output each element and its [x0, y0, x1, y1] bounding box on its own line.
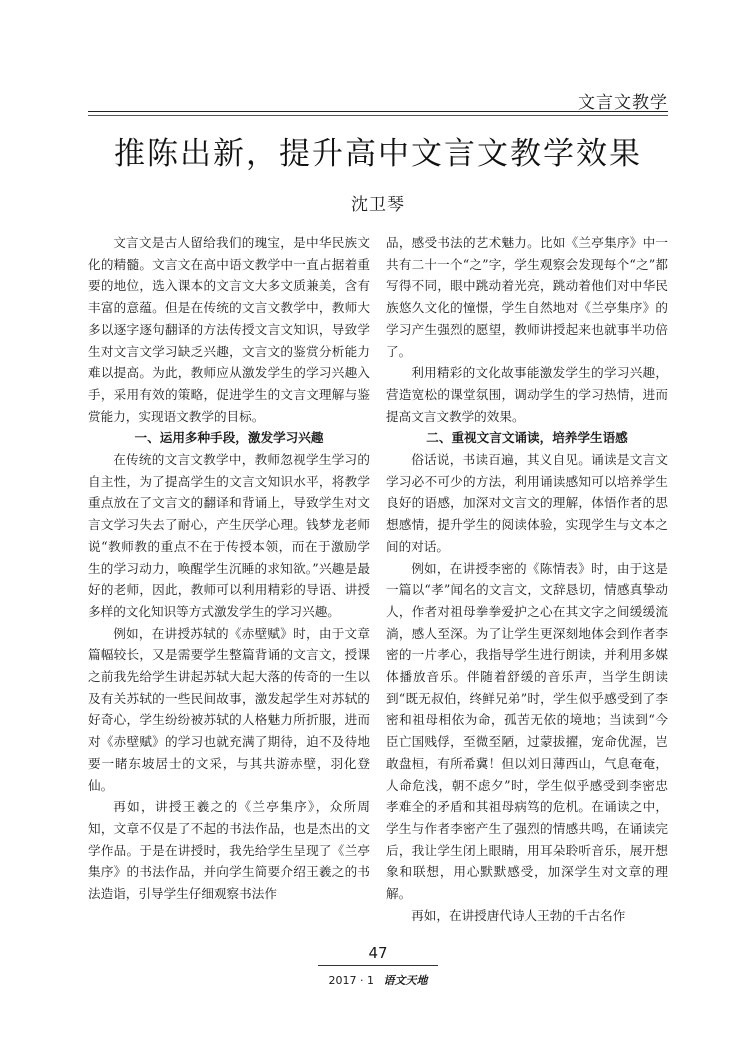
left-column — [88, 232, 370, 922]
footer-rule — [318, 965, 438, 966]
article-title: 推陈出新，提升高中文言文教学效果 — [114, 136, 642, 172]
article-author: 沈卫琴 — [351, 195, 405, 215]
header-rule — [88, 111, 668, 112]
paragraph: 品，感受书法的艺术魅力。比如《兰亭集序》中一共有二十一个“之”字，学生观察会发现每个“之”都写得不同，眼中跳动着光亮，跳动着他们对中华民族悠久文化的憧憬，学生自然地对《兰亭集序》的学习产生强烈的愿望，教师讲授起来也就事半功倍了。 — [386, 235, 668, 359]
paragraph: 在传统的文言文教学中，教师忽视学生学习的自主性，为了提高学生的文言文知识水平，将教学重点放在了文言文的翻译和背诵上，导致学生对文言文学习失去了耐心，产生厌学心理。钱梦龙老师说“教师教的重点不在于传授本领，而在于激励学生的学习动力，唤醒学生沉睡的求知欲。”兴趣是最好的老师，因此，教师可以利用精彩的导语、讲授多样的文化知识等方式激发学生的学习兴趣。 — [88, 452, 370, 619]
section-heading: 二、重视文言文诵读，培养学生语感 — [426, 430, 628, 446]
journal-name: 语文天地 — [383, 974, 428, 987]
footer — [0, 972, 756, 988]
paragraph: 再如，讲授王羲之的《兰亭集序》，众所周知，文章不仅是了不起的书法作品，也是杰出的文学作品。于是在讲授时，我先给学生呈现了《兰亭集序》的书法作品，并向学生简要介绍王羲之的书法造诣，引导学生仔细观察书法作 — [88, 799, 370, 902]
issue-label: 2017 · 1 — [328, 974, 374, 987]
header-rule-thin — [88, 115, 668, 116]
paragraph: 利用精彩的文化故事能激发学生的学习兴趣，营造宽松的课堂氛围，调动学生的学习热情，进而提高文言文教学的效果。 — [386, 365, 668, 424]
paragraph: 再如，在讲授唐代诗人王勃的千古名作 — [411, 907, 626, 923]
section-heading: 一、运用多种手段，激发学习兴趣 — [134, 430, 324, 446]
section-tag: 文言文教学 — [578, 93, 668, 113]
paragraph: 例如，在讲授苏轼的《赤壁赋》时，由于文章篇幅较长，又是需要学生整篇背诵的文言文，授课之前我先给学生讲起苏轼大起大落的传奇的一生以及有关苏轼的一些民间故事，激发起学生对苏轼的好奇心，学生纷纷被苏轼的人格魅力所折服，进而对《赤壁赋》的学习也就充满了期待，迫不及待地要一睹东坡居士的文采，与其共游赤壁，羽化登仙。 — [88, 625, 370, 793]
page-number: 47 — [368, 944, 388, 962]
right-column — [386, 232, 668, 922]
paragraph: 例如，在讲授李密的《陈情表》时，由于这是一篇以“孝”闻名的文言文，文辞恳切，情感真挚动人，作者对祖母拳拳爱护之心在其文字之间缓缓流淌，感人至深。为了让学生更深刻地体会到作者李密的一片孝心，我指导学生进行朗读，并利用多媒体播放音乐。伴随着舒缓的音乐声，当学生朗读到“既无叔伯，终鲜兄弟”时，学生似乎感受到了李密和祖母相依为命，孤苦无依的境地；当读到“今臣亡国贱俘，至微至陋，过蒙拔擢，宠命优渥，岂敢盘桓，有所希冀！但以刘日薄西山，气息奄奄，人命危浅，朝不虑夕”时，学生似乎感受到李密忠孝难全的矛盾和其祖母病笃的危机。在诵读之中，学生与作者李密产生了强烈的情感共鸣，在诵读完后，我让学生闭上眼睛，用耳朵聆听音乐，展开想象和联想，用心默默感受，加深学生对文章的理解。 — [386, 560, 668, 902]
paragraph: 俗话说，书读百遍，其义自见。诵读是文言文学习必不可少的方法，利用诵读感知可以培养学生良好的语感，加深对文言文的理解，体悟作者的思想感情，提升学生的阅读体验，实现学生与文本之间的对话。 — [386, 452, 668, 554]
article-body — [88, 232, 668, 922]
paragraph: 文言文是古人留给我们的瑰宝，是中华民族文化的精髓。文言文在高中语文教学中一直占据着重要的地位，选入课本的文言文大多文质兼美，含有丰富的意蕴。但是在传统的文言文教学中，教师大多以逐字逐句翻译的方法传授文言文知识，导致学生对文言文学习缺乏兴趣，文言文的鉴赏分析能力难以提高。为此，教师应从激发学生的学习兴趣入手，采用有效的策略，促进学生的文言文理解与鉴赏能力，实现语文教学的目标。 — [88, 235, 370, 424]
